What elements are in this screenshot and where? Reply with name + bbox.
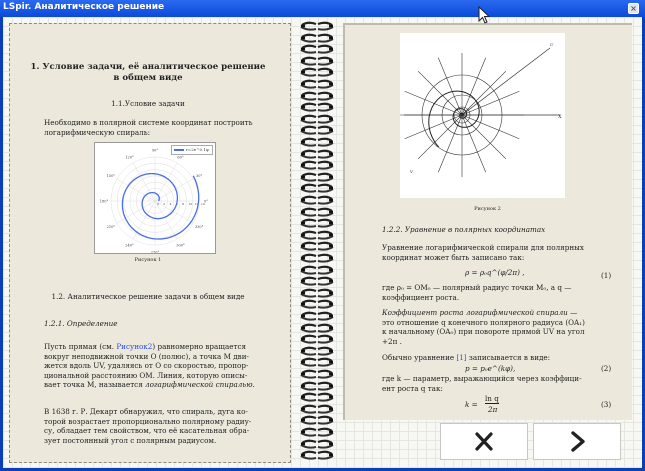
x-axis-label: X	[558, 114, 562, 120]
para-line: циональной расстоянию OM. Линия, которую описы-	[44, 370, 248, 380]
para-text: ) равномерно вращается	[152, 342, 247, 351]
figure-2-caption: Рисунок 2	[474, 206, 501, 212]
binding-ring	[299, 311, 335, 323]
binding-ring	[299, 207, 335, 219]
close-icon: ×	[630, 4, 637, 13]
para-text: Пусть прямая (см.	[44, 342, 117, 351]
close-button[interactable]	[440, 423, 528, 460]
para-line: су, обладает тем свойством, что её касательная обра-	[44, 426, 250, 436]
figure-1-caption: Рисунок 1	[134, 257, 162, 263]
para-line: +2π .	[382, 336, 402, 346]
angle-label: 180°	[99, 199, 109, 204]
binding-ring	[299, 427, 335, 439]
binding-ring	[299, 346, 335, 358]
para-text: записывается в виде:	[466, 353, 551, 362]
construction-ray	[462, 115, 506, 159]
angle-label: 120°	[125, 155, 134, 160]
history-paragraph	[44, 407, 266, 445]
angle-label: 30°	[196, 174, 203, 178]
binding-ring	[299, 56, 335, 68]
para-line: жется вдоль UV, удаляясь от O со скоростью, пропор-	[44, 361, 249, 371]
intro-paragraph	[44, 118, 253, 137]
para-line: коэффициент роста.	[382, 292, 460, 302]
angle-label: 240°	[125, 243, 134, 248]
equation-2-number: (2)	[601, 364, 612, 373]
equation-1-link[interactable]: [1]	[456, 353, 467, 362]
binding-ring	[299, 381, 335, 393]
legend-swatch	[174, 149, 184, 151]
binding-ring	[299, 183, 335, 195]
angle-label: 90°	[151, 148, 159, 153]
intro-line: логарифмическую спираль:	[44, 127, 151, 137]
para-text: Обычно уравнение	[382, 353, 457, 362]
binding-ring	[299, 44, 335, 56]
title-bar	[0, 0, 645, 17]
binding-ring	[299, 450, 335, 462]
binding-ring	[299, 276, 335, 288]
radial-label: 12	[194, 202, 199, 206]
binding-ring	[299, 404, 335, 416]
subheading-1-1: 1.1.Условие задачи	[111, 99, 185, 108]
binding-ring	[299, 265, 335, 277]
window-close-button[interactable]	[628, 3, 639, 14]
binding-ring	[299, 334, 335, 346]
legend-label: r=2e^0.1φ	[186, 147, 209, 152]
binding-ring	[299, 79, 335, 91]
equation-3-number: (3)	[601, 400, 612, 409]
angle-label: 0°	[204, 199, 208, 204]
para-line: координат может быть записано так:	[382, 252, 525, 262]
radial-label: 2	[163, 202, 166, 206]
subheading-1-2: 1.2. Аналитическое решение задачи в общем виде	[51, 292, 245, 301]
para-line: Коэффициент роста логарифмической спирали —	[382, 308, 578, 317]
ray-uv	[462, 48, 550, 115]
heading-line-1: 1. Условие задачи, её аналитическое решение	[30, 62, 266, 72]
para-line: это отношение q конечного полярного радиуса (OA₁)	[382, 317, 585, 327]
mouse-cursor-icon	[478, 6, 492, 26]
equation-1: ρ = ρ₀q^(φ/2π) ,	[465, 268, 525, 277]
equation-3-denominator: 2π	[488, 405, 498, 414]
binding-ring	[299, 369, 335, 381]
left-page	[9, 23, 291, 463]
radial-label: 4	[169, 202, 172, 206]
binding-ring	[299, 241, 335, 253]
equation-2-intro	[382, 353, 612, 363]
window-client	[3, 17, 642, 468]
para-line: вокруг неподвижной точки O (полюс), а точка M дви-	[44, 351, 249, 361]
binding-ring	[299, 230, 335, 242]
window-title: LSpir. Аналитическое решение	[3, 2, 165, 12]
binding-ring	[299, 21, 335, 33]
spiral-binding	[293, 17, 341, 468]
heading-line-2: в общем виде	[113, 73, 183, 83]
ray-label-v: V	[410, 169, 413, 174]
angle-label: 60°	[177, 155, 184, 160]
angle-label: 330°	[194, 225, 204, 229]
next-button[interactable]	[533, 423, 621, 460]
radial-label: 14	[201, 202, 205, 206]
subheading-1-2-1: 1.2.1. Определение	[44, 319, 118, 328]
radial-label: 6	[175, 202, 178, 206]
binding-ring	[299, 149, 335, 161]
chevron-right-icon	[534, 424, 620, 459]
binding-ring	[299, 323, 335, 335]
polar-chart	[95, 143, 215, 253]
angle-label: 270°	[150, 250, 160, 253]
legend	[171, 145, 213, 155]
equation-2: p = p₀e^(kφ),	[465, 364, 516, 373]
para-line: где k — параметр, выражающийся через коэффици-	[382, 374, 582, 383]
equation-3-lhs: k =	[465, 400, 478, 409]
para-line: Уравнение логарифмической спирали для полярных	[382, 243, 584, 252]
para-line: где ρ₀ = OM₀ — полярный радиус точки M₀, а q —	[382, 283, 572, 292]
binding-ring	[299, 218, 335, 230]
binding-ring	[299, 67, 335, 79]
binding-ring	[299, 114, 335, 126]
binding-ring	[299, 415, 335, 427]
binding-ring	[299, 357, 335, 369]
spiral-curve	[122, 174, 198, 239]
figure-2-diagram	[400, 33, 565, 198]
radial-label: 0	[157, 202, 159, 206]
growth-coefficient-paragraph	[382, 308, 612, 346]
figure-2-link[interactable]: Рисунок2	[116, 342, 153, 351]
binding-ring	[299, 253, 335, 265]
definition-paragraph	[44, 342, 266, 390]
angle-label: 150°	[106, 174, 116, 178]
radial-label: 8	[182, 202, 185, 206]
para-line: зует постоянный угол с полярным радиусом.	[44, 435, 217, 445]
para-line: к начальному (OA₀) при повороте прямой UV на угол	[382, 327, 585, 337]
construction-ray	[462, 71, 506, 115]
spiral-construction-diagram	[400, 33, 565, 198]
binding-ring	[299, 195, 335, 207]
para-line: ент роста q так:	[382, 383, 443, 393]
close-x-icon	[441, 424, 527, 459]
binding-ring	[299, 125, 335, 137]
intro-line: Необходимо в полярной системе координат построить	[44, 118, 253, 127]
right-page	[343, 23, 632, 420]
equation-1-number: (1)	[601, 271, 612, 280]
figure-1-polar-plot	[94, 142, 216, 254]
para-line: В 1638 г. Р. Декарт обнаружил, что спираль, дуга ко-	[44, 407, 248, 416]
construction-ray	[418, 115, 462, 159]
binding-ring	[299, 288, 335, 300]
equation-2-explanation	[382, 374, 612, 393]
subheading-1-2-2: 1.2.2. Уравнение в полярных координатах	[382, 225, 546, 234]
binding-ring	[299, 102, 335, 114]
binding-ring	[299, 91, 335, 103]
binding-ring	[299, 160, 335, 172]
angle-label: 210°	[106, 225, 116, 229]
para-line: торой возрастает пропорционально полярному радиу-	[44, 416, 252, 426]
ray-label-u: U	[550, 42, 554, 47]
para-text: логарифмической спиралью.	[145, 380, 255, 390]
equation-intro	[382, 243, 612, 262]
equation-3-numerator: ln q	[485, 394, 499, 403]
angle-label: 300°	[176, 243, 185, 248]
radial-label: 10	[188, 202, 193, 206]
binding-ring	[299, 392, 335, 404]
binding-ring	[299, 439, 335, 451]
section-heading	[10, 62, 286, 84]
binding-ring	[299, 172, 335, 184]
equation-1-explanation	[382, 283, 612, 302]
construction-ray	[418, 71, 462, 115]
binding-ring	[299, 137, 335, 149]
binding-ring	[299, 33, 335, 45]
para-text: вает точка M, называется	[44, 380, 146, 390]
binding-ring	[299, 299, 335, 311]
